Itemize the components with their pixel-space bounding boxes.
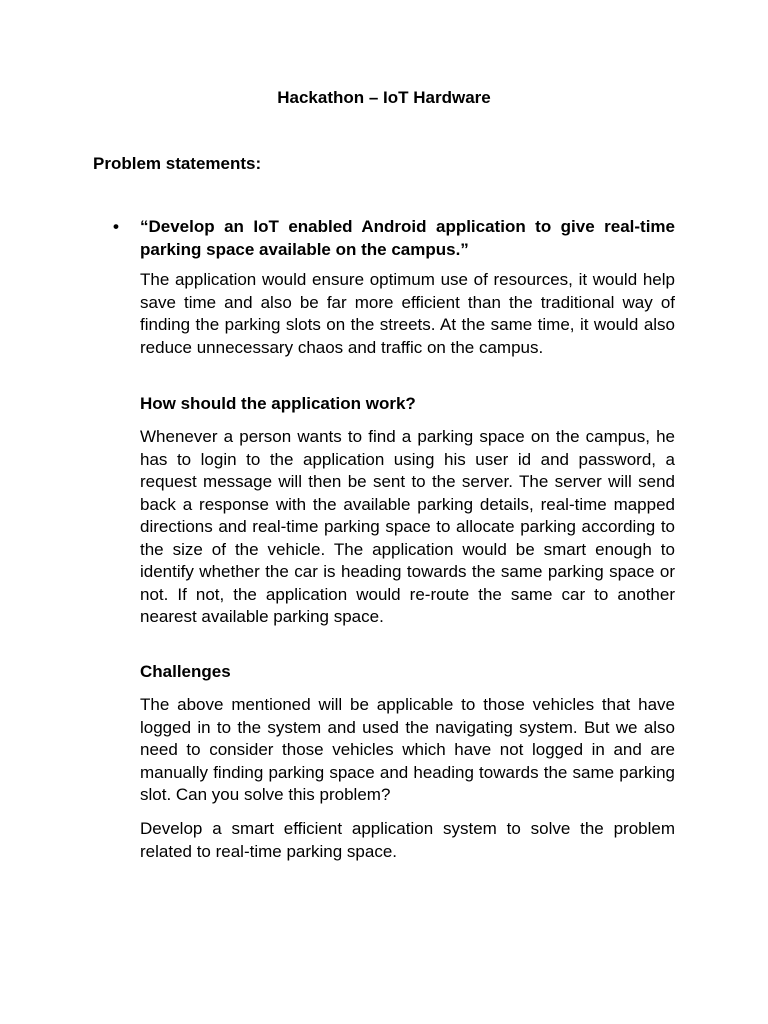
intro-paragraph: The application would ensure optimum use of resources, it would help save time and also be far more efficient than the traditional way of finding the parking slots on the streets. At the same time, it would also reduce unnecessary chaos and traffic on the campus. [140,270,675,357]
challenges-paragraph: The above mentioned will be applicable to those vehicles that have logged in to the system and used the navigating system. But we also need to consider those vehicles which have not logged in and are manually finding parking space and heading towards the same parking slot. Can you solve this problem? [140,695,675,804]
document-title: Hackathon – IoT Hardware [277,88,491,107]
how-should-work-heading: How should the application work? [140,394,416,413]
closing-paragraph: Develop a smart efficient application system to solve the problem related to real-time parking space. [140,819,675,861]
problem-statement-bullet [113,216,675,261]
bullet-statement-text: “Develop an IoT enabled Android application to give real-time parking space available on the campus.” [140,217,675,259]
problem-statements-heading: Problem statements: [93,154,262,173]
challenges-heading: Challenges [140,662,231,681]
how-should-work-paragraph: Whenever a person wants to find a parking space on the campus, he has to login to the application using his user id and password, a request message will then be sent to the server. The server will send back a response with the available parking details, real-time mapped directions and real-time parking space to allocate parking according to the size of the vehicle. The application would be smart enough to identify whether the car is heading towards the same parking space or not. If not, the application would re-route the same car to another nearest available parking space. [140,427,675,626]
bullet-dot-icon: • [113,217,119,236]
bullet-row [113,216,675,261]
